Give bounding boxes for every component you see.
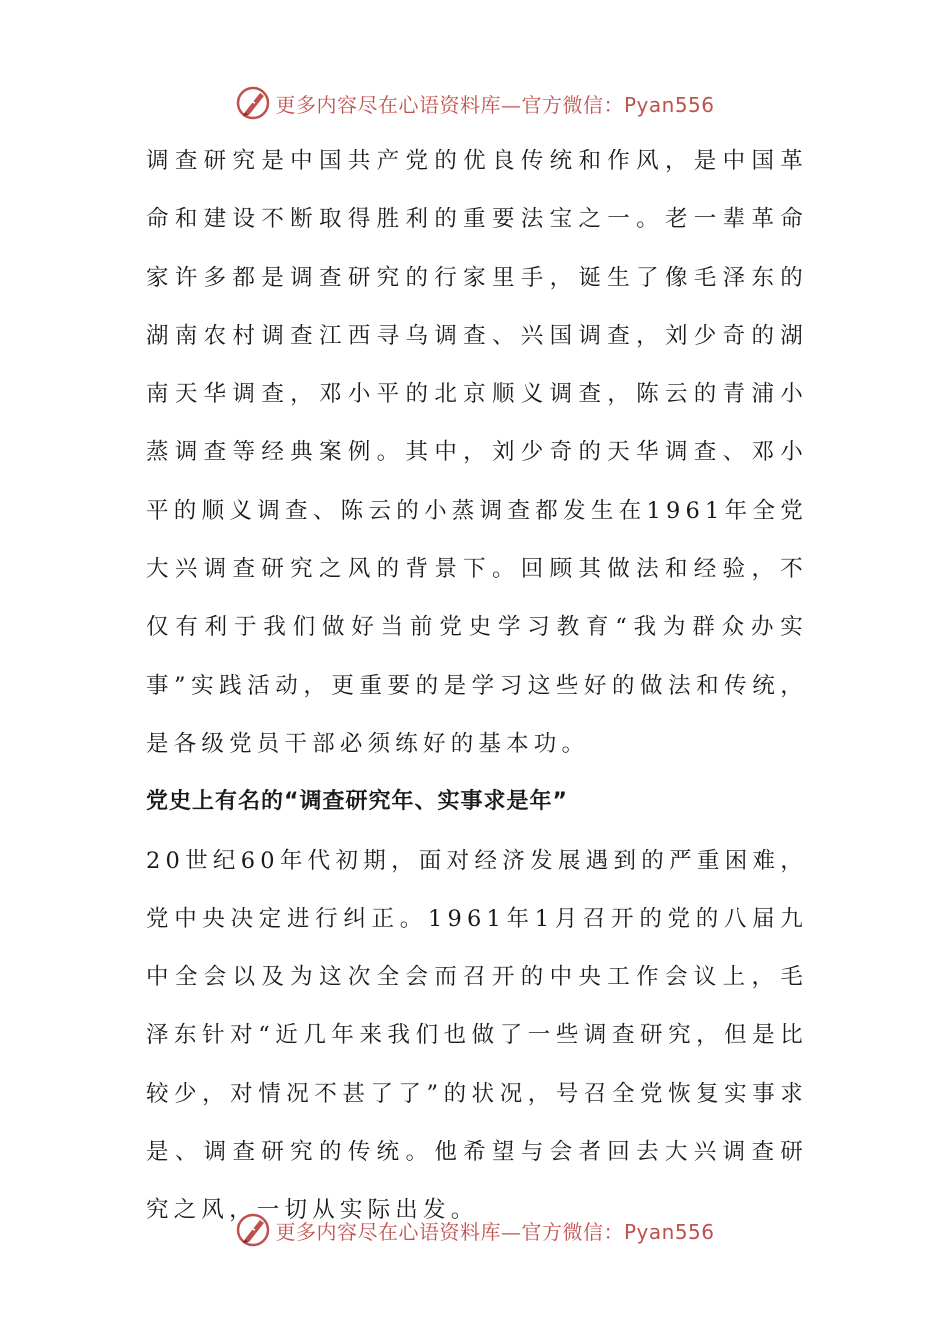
banner-dash: — — [500, 1219, 522, 1244]
section-heading: 党史上有名的“调查研究年、实事求是年” — [146, 789, 568, 815]
banner-text — [275, 1216, 714, 1245]
banner-main-text: 更多内容尽在心语资料库 — [275, 1219, 501, 1244]
document-body — [146, 132, 808, 1240]
banner-text — [275, 89, 714, 118]
pen-logo-icon — [235, 85, 271, 121]
pen-logo-icon — [235, 1212, 271, 1248]
banner-dash: — — [500, 92, 522, 117]
banner-wechat-id: Pyan556 — [623, 1219, 715, 1244]
paragraph-intro: 调查研究是中国共产党的优良传统和作风，是中国革命和建设不断取得胜利的重要法宝之一。老一辈革命家许多都是调查研究的行家里手，诞生了像毛泽东的湖南农村调查江西寻乌调查、兴国调查，刘少奇的湖南天华调查，邓小平的北京顺义调查，陈云的青浦小蒸调查等经典案例。其中，刘少奇的天华调查、邓小平的顺义调查、陈云的小蒸调查都发生在1961年全党大兴调查研究之风的背景下。回顾其做法和经验，不仅有利于我们做好当前党史学习教育“我为群众办实事”实践活动，更重要的是学习这些好的做法和传统，是各级党员干部必须练好的基本功。 — [146, 148, 808, 757]
banner-wechat-id: Pyan556 — [623, 92, 715, 117]
banner-wechat-label: 官方微信： — [521, 1219, 624, 1244]
footer-banner — [0, 1210, 950, 1250]
banner-wechat-label: 官方微信： — [521, 92, 624, 117]
header-banner — [0, 83, 950, 123]
paragraph-history: 20世纪60年代初期，面对经济发展遇到的严重困难，党中央决定进行纠正。1961年1月召开的党的八届九中全会以及为这次全会而召开的中央工作会议上，毛泽东针对“近几年来我们也做了一些调查研究，但是比较少，对情况不甚了了”的状况，号召全党恢复实事求是、调查研究的传统。他希望与会者回去大兴调查研究之风，一切从实际出发。 — [146, 847, 808, 1224]
banner-main-text: 更多内容尽在心语资料库 — [275, 92, 501, 117]
